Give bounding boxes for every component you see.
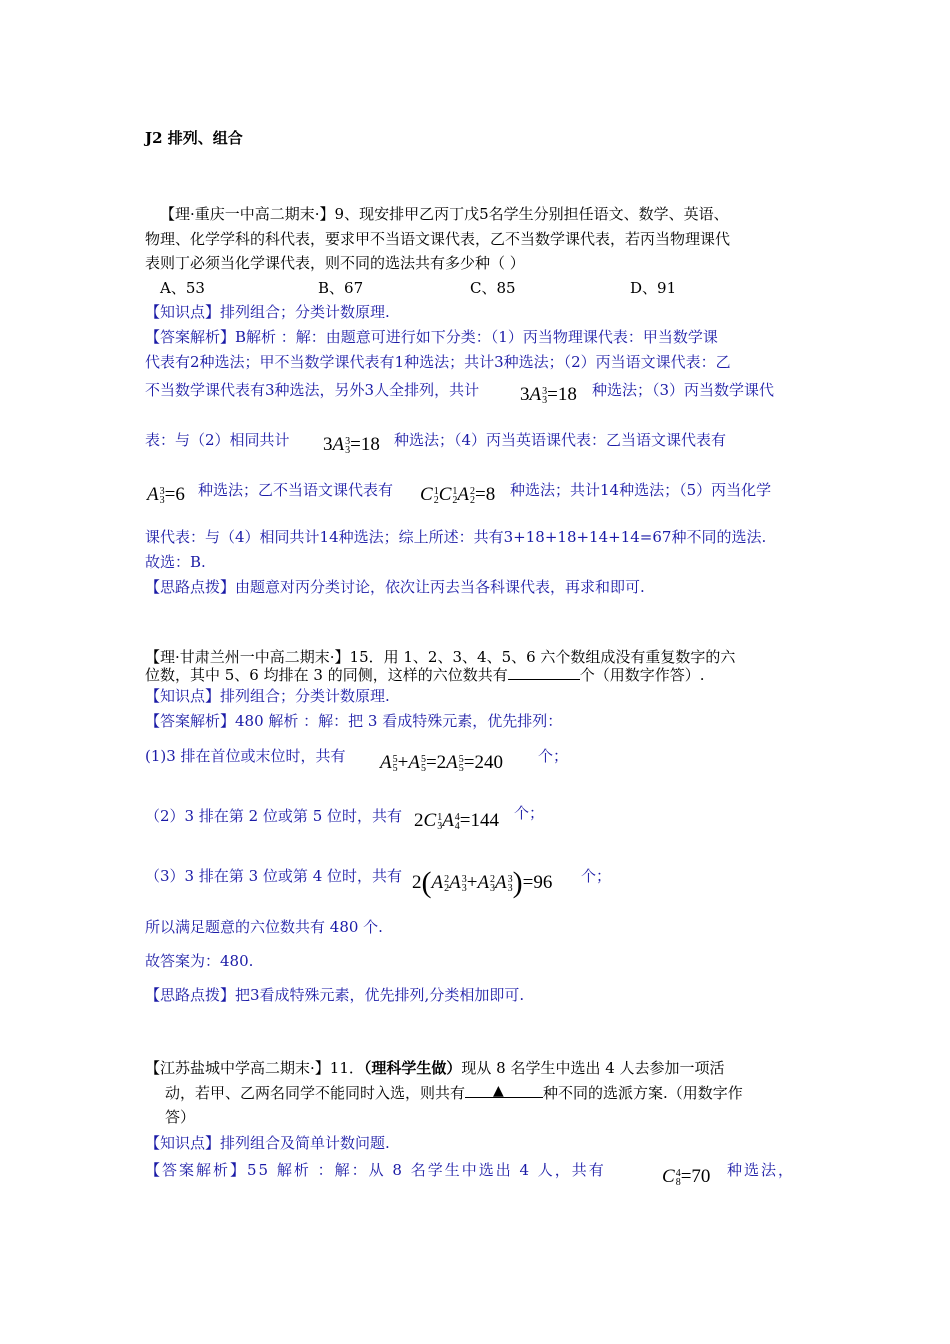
q2-final-answer: 故答案为：480. — [145, 952, 254, 970]
q1-option-c: C、85 — [470, 279, 516, 297]
q1-formula-1: 3A 3 3 =18 — [520, 384, 577, 406]
q1-option-b: B、67 — [318, 279, 364, 297]
q1-answer-line4a: 表：与（2）相同共计 — [145, 431, 290, 449]
q1-answer-line3b: 种选法；（3）丙当数学课代 — [592, 381, 775, 399]
q1-answer-line7: 故选：B. — [145, 553, 206, 571]
q1-answer-line1: 【答案解析】B解析 ：解：由题意可进行如下分类：（1）丙当物理课代表：甲当数学课 — [145, 328, 718, 346]
q3-answer-tail: 种选法， — [727, 1161, 796, 1179]
q1-formula-2: 3A 3 3 =18 — [323, 434, 380, 456]
q1-knowledge-point: 【知识点】排列组合；分类计数原理. — [145, 303, 390, 321]
q2-case2-text: （2）3 排在第 2 位或第 5 位时，共有 — [145, 807, 403, 825]
q3-stem-line1: 【江苏盐城中学高二期末·】11．（理科学生做）现从 8 名学生中选出 4 人去参加一项活 — [145, 1059, 725, 1077]
q2-case1-formula: A 5 5 +A 5 5 =2A 5 5 =240 — [380, 752, 503, 774]
q2-knowledge-point: 【知识点】排列组合；分类计数原理. — [145, 687, 390, 705]
q1-stem-line1: 【理·重庆一中高二期末·】9、现安排甲乙丙丁戊5名学生分别担任语文、数学、英语、 — [160, 205, 729, 223]
section-title: J2 排列、组合 — [145, 129, 243, 147]
q1-answer-line5a: 种选法；乙不当语文课代表有 — [198, 481, 394, 499]
q1-hint: 【思路点拨】由题意对丙分类讨论，依次让丙去当各科课代表，再求和即可. — [145, 578, 645, 596]
q2-stem-line2: 位数，其中 5、6 均排在 3 的同侧，这样的六位数共有 个（用数字作答）. — [145, 666, 705, 684]
q1-formula-3: A 3 3 =6 — [147, 484, 185, 506]
q3-knowledge-point: 【知识点】排列组合及简单计数问题. — [145, 1134, 390, 1152]
q2-case3-text: （3）3 排在第 3 位或第 4 位时，共有 — [145, 867, 403, 885]
q2-hint: 【思路点拨】把3看成特殊元素，优先排列,分类相加即可. — [145, 986, 525, 1004]
q2-answer-blank — [508, 665, 580, 680]
q2-case1-text: (1)3 排在首位或末位时，共有 — [145, 747, 346, 765]
q1-stem-line3: 表则丁必须当化学课代表，则不同的选法共有多少种（ ） — [145, 254, 525, 272]
q1-answer-line2: 代表有2种选法；甲不当数学课代表有1种选法；共计3种选法；（2）丙当语文课代表：乙 — [145, 353, 731, 371]
q2-total: 所以满足题意的六位数共有 480 个. — [145, 918, 383, 936]
q2-stem-line1: 【理·甘肃兰州一中高二期末·】15．用 1、2、3、4、5、6 六个数组成没有重复数字的六 — [145, 648, 736, 666]
q1-answer-line6: 课代表：与（4）相同共计14种选法；综上所述：共有3+18+18+14+14=67种不同的选法. — [145, 528, 767, 546]
q3-stem-line3: 答） — [165, 1108, 196, 1126]
q2-case2-formula: 2C 1 3 A 4 4 =144 — [414, 810, 500, 832]
q2-case3-unit: 个； — [581, 867, 612, 885]
q1-answer-line4b: 种选法；（4）丙当英语课代表：乙当语文课代表有 — [394, 431, 727, 449]
q1-formula-4: C 1 2 C 1 2 A 2 2 =8 — [420, 484, 496, 506]
q1-stem-line2: 物理、化学学科的科代表，要求甲不当语文课代表，乙不当数学课代表，若丙当物理课代 — [145, 230, 731, 248]
q2-case2-unit: 个； — [514, 804, 545, 822]
q1-option-a: A、53 — [160, 279, 205, 297]
q1-answer-line3a: 不当数学课代表有3种选法，另外3人全排列，共计 — [145, 381, 480, 399]
q3-answer-blank: ▲ — [465, 1083, 543, 1098]
q3-stem-line2: 动，若甲、乙两名同学不能同时入选，则共有 ▲ 种不同的选派方案.（用数字作 — [165, 1083, 743, 1102]
q2-answer: 【答案解析】480 解析 ：解：把 3 看成特殊元素，优先排列： — [145, 712, 563, 730]
q1-answer-line5b: 种选法；共计14种选法；（5）丙当化学 — [510, 481, 772, 499]
q2-case3-formula: 2(A 2 2 A 3 3 +A 2 3 A 3 3 )=96 — [412, 866, 553, 899]
q3-formula: C 4 8 =70 — [662, 1166, 711, 1188]
q2-case1-unit: 个； — [538, 747, 569, 765]
q3-answer-text: 【答案解析】55 解析 ：解：从 8 名学生中选出 4 人，共有 — [145, 1161, 606, 1179]
q1-option-d: D、91 — [630, 279, 677, 297]
